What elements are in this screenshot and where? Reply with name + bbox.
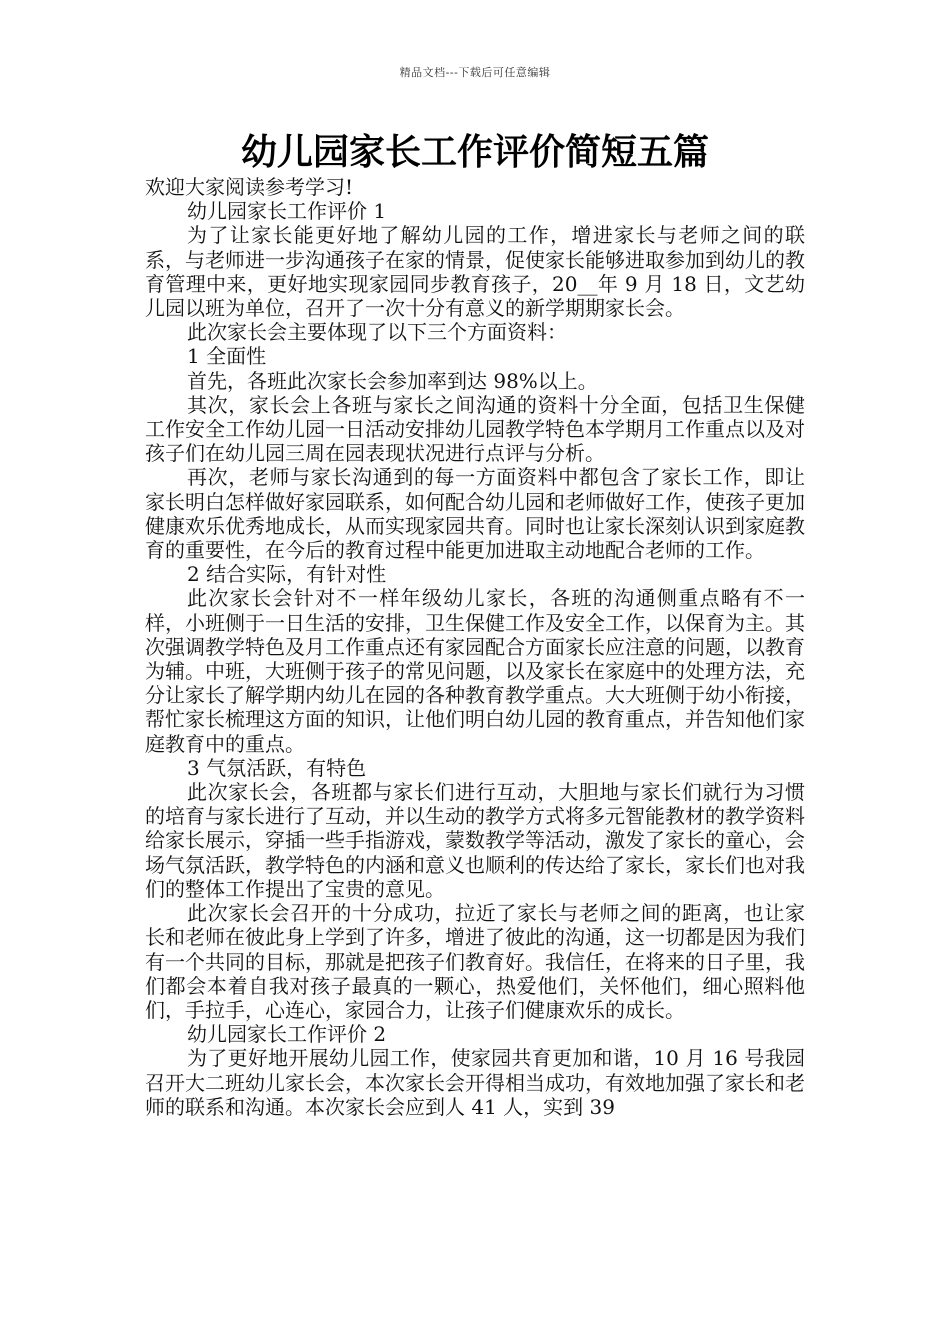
- document-body: [145, 175, 805, 1119]
- subheading: 1 全面性: [187, 344, 267, 369]
- paragraph: 首先，各班此次家长会参加率到达 98%以上。: [187, 368, 598, 393]
- paragraph: 欢迎大家阅读参考学习!: [145, 175, 354, 199]
- subheading: 2 结合实际，有针对性: [187, 562, 387, 587]
- paragraph: 为了更好地开展幼儿园工作，使家园共育更加和谐，10 月 16 号我园召开大二班幼儿家长会，本次家长会开得相当成功，有效地加强了家长和老师的联系和沟通。本次家长会应到人 41 人，实到 39: [145, 1046, 805, 1119]
- subheading: 3 气氛活跃，有特色: [187, 755, 367, 780]
- paragraph: 此次家长会召开的十分成功，拉近了家长与老师之间的距离，也让家长和老师在彼此身上学到了许多，增进了彼此的沟通，这一切都是因为我们有一个共同的目标，那就是把孩子们教育好。我信任，在将来的日子里，我们都会本着自我对孩子最真的一颗心，热爱他们，关怀他们，细心照料他们，手拉手，心连心，家园合力，让孩子们健康欢乐的成长。: [145, 901, 805, 1022]
- paragraph: 此次家长会针对不一样年级幼儿家长，各班的沟通侧重点略有不一样，小班侧于一日生活的安排，卫生保健工作及安全工作，以保育为主。其次强调教学特色及月工作重点还有家园配合方面家长应注意的问题，以教育为辅。中班，大班侧于孩子的常见问题，以及家长在家庭中的处理方法，充分让家长了解学期内幼儿在园的各种教育教学重点。大大班侧于幼小衔接，帮忙家长梳理这方面的知识，让他们明白幼儿园的教育重点，并告知他们家庭教育中的重点。: [145, 586, 805, 756]
- section-heading: 幼儿园家长工作评价 1: [187, 199, 387, 224]
- paragraph: 其次，家长会上各班与家长之间沟通的资料十分全面，包括卫生保健工作安全工作幼儿园一日活动安排幼儿园教学特色本学期月工作重点以及对孩子们在幼儿园三周在园表现状况进行点评与分析。: [145, 392, 805, 466]
- paragraph: 为了让家长能更好地了解幼儿园的工作，增进家长与老师之间的联系，与老师进一步沟通孩子在家的情景，促使家长能够进取参加到幼儿的教育管理中来，更好地实现家园同步教育孩子，20__年 9 月 18 日，文艺幼儿园以班为单位，召开了一次十分有意义的新学期期家长会。: [145, 223, 805, 321]
- section-heading: 幼儿园家长工作评价 2: [187, 1022, 387, 1047]
- document-title: 幼儿园家长工作评价简短五篇: [240, 131, 709, 173]
- paragraph: 此次家长会，各班都与家长们进行互动，大胆地与家长们就行为习惯的培育与家长进行了互动，并以生动的教学方式将多元智能教材的教学资料给家长展示，穿插一些手指游戏，蒙数教学等活动，激发了家长的童心，会场气氛活跃，教学特色的内涵和意义也顺利的传达给了家长，家长们也对我们的整体工作提出了宝贵的意见。: [145, 780, 805, 901]
- paragraph: 此次家长会主要体现了以下三个方面资料：: [187, 320, 567, 345]
- paragraph: 再次，老师与家长沟通到的每一方面资料中都包含了家长工作，即让家长明白怎样做好家园联系，如何配合幼儿园和老师做好工作，使孩子更加健康欢乐优秀地成长，从而实现家园共育。同时也让家长深刻认识到家庭教育的重要性，在今后的教育过程中能更加进取主动地配合老师的工作。: [145, 465, 805, 563]
- header-note: 精品文档---下载后可任意编辑: [399, 66, 551, 79]
